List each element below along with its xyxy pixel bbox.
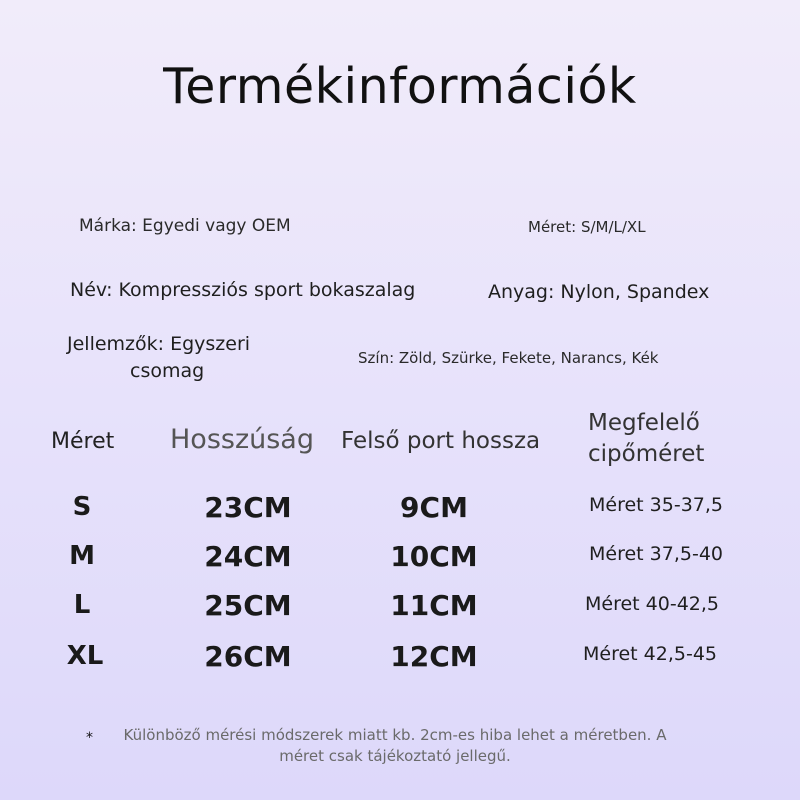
table-row-length: 23CM [204, 491, 292, 524]
table-row-size: M [69, 541, 95, 571]
note-asterisk: * [86, 730, 93, 746]
features-info-line1: Jellemzők: Egyszeri [67, 333, 251, 355]
table-row-size: XL [66, 641, 104, 671]
top-length-column-header: Felső port hossza [341, 428, 541, 454]
color-info: Szín: Zöld, Szürke, Fekete, Narancs, Kék [358, 349, 659, 367]
disclaimer-note: Különböző mérési módszerek miatt kb. 2cm-es hiba lehet a méretben. A méret csak tájékoztató jellegű. [123, 726, 667, 765]
table-row-top-length: 12CM [390, 640, 478, 673]
table-row-size: S [72, 492, 92, 522]
name-info: Név: Kompressziós sport bokaszalag [70, 279, 416, 301]
material-info: Anyag: Nylon, Spandex [488, 281, 710, 303]
table-row-shoe-size: Méret 35-37,5 [589, 494, 723, 516]
table-row-shoe-size: Méret 42,5-45 [583, 643, 717, 665]
table-row-top-length: 11CM [390, 589, 478, 622]
table-row-shoe-size: Méret 40-42,5 [585, 593, 719, 615]
table-row-size: L [73, 590, 91, 620]
size-info: Méret: S/M/L/XL [528, 218, 646, 236]
shoe-size-column-header-line2: cipőméret [588, 441, 705, 467]
length-column-header: Hosszúság [170, 424, 314, 455]
table-row-length: 25CM [204, 589, 292, 622]
size-column-header: Méret [51, 429, 115, 454]
table-row-top-length: 9CM [400, 491, 468, 524]
shoe-size-column-header-line1: Megfelelő [588, 410, 700, 436]
table-row-shoe-size: Méret 37,5-40 [589, 543, 723, 565]
table-row-length: 26CM [204, 640, 292, 673]
brand-info: Márka: Egyedi vagy OEM [79, 216, 291, 236]
table-row-length: 24CM [204, 540, 292, 573]
features-info-line2: csomag [130, 360, 205, 382]
page-title: Termékinformációk [163, 58, 637, 115]
table-row-top-length: 10CM [390, 540, 478, 573]
